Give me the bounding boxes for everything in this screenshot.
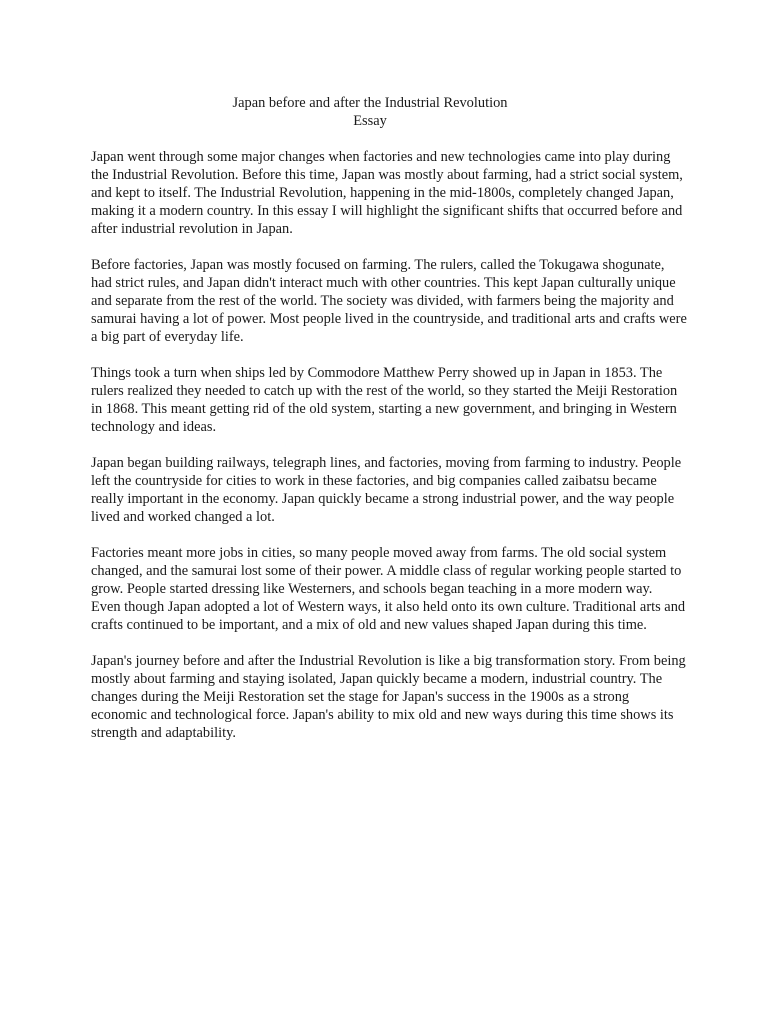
paragraph-meiji-restoration: Things took a turn when ships led by Commodore Matthew Perry showed up in Japan in 1853. The rulers realized they needed to catch up with the rest of the world, so they started the Meiji Restoration in 1868. This meant getting rid of the old system, starting a new government, and bringing in Western technology and ideas. <box>91 365 678 435</box>
document-header <box>0 94 740 130</box>
document-subtitle: Essay <box>353 113 387 129</box>
paragraph-introduction: Japan went through some major changes when factories and new technologies came into play during the Industrial Revolution. Before this time, Japan was mostly about farming, had a strict social system, and kept to itself. The Industrial Revolution, happening in the mid-1800s, completely changed Japan, making it a modern country. In this essay I will highlight the significant shifts that occurred before and after industrial revolution in Japan. <box>91 149 683 237</box>
paragraph-culture: Even though Japan adopted a lot of Western ways, it also held onto its own culture. Traditional arts and crafts continued to be important, and a mix of old and new values shaped Japan during this time. <box>91 599 686 633</box>
document-body <box>91 148 687 760</box>
paragraph-conclusion: Japan's journey before and after the Industrial Revolution is like a big transformation story. From being mostly about farming and staying isolated, Japan quickly became a modern, industrial country. The changes during the Meiji Restoration set the stage for Japan's success in the 1900s as a strong economic and technological force. Japan's ability to mix old and new ways during this time shows its strength and adaptability. <box>91 653 686 741</box>
document-title: Japan before and after the Industrial Revolution <box>232 95 508 111</box>
paragraph-before-factories: Before factories, Japan was mostly focused on farming. The rulers, called the Tokugawa shogunate, had strict rules, and Japan didn't interact much with other countries. This kept Japan culturally unique and separate from the rest of the world. The society was divided, with farmers being the majority and samurai having a lot of power. Most people lived in the countryside, and traditional arts and crafts were a big part of everyday life. <box>91 257 687 345</box>
paragraph-industrialization: Japan began building railways, telegraph lines, and factories, moving from farming to industry. People left the countryside for cities to work in these factories, and big companies called zaibatsu became really important in the economy. Japan quickly became a strong industrial power, and the way people lived and worked changed a lot. <box>91 455 682 525</box>
paragraph-social-change: Factories meant more jobs in cities, so many people moved away from farms. The old social system changed, and the samurai lost some of their power. A middle class of regular working people started to grow. People started dressing like Westerners, and schools began teaching in a more modern way. <box>91 545 682 597</box>
